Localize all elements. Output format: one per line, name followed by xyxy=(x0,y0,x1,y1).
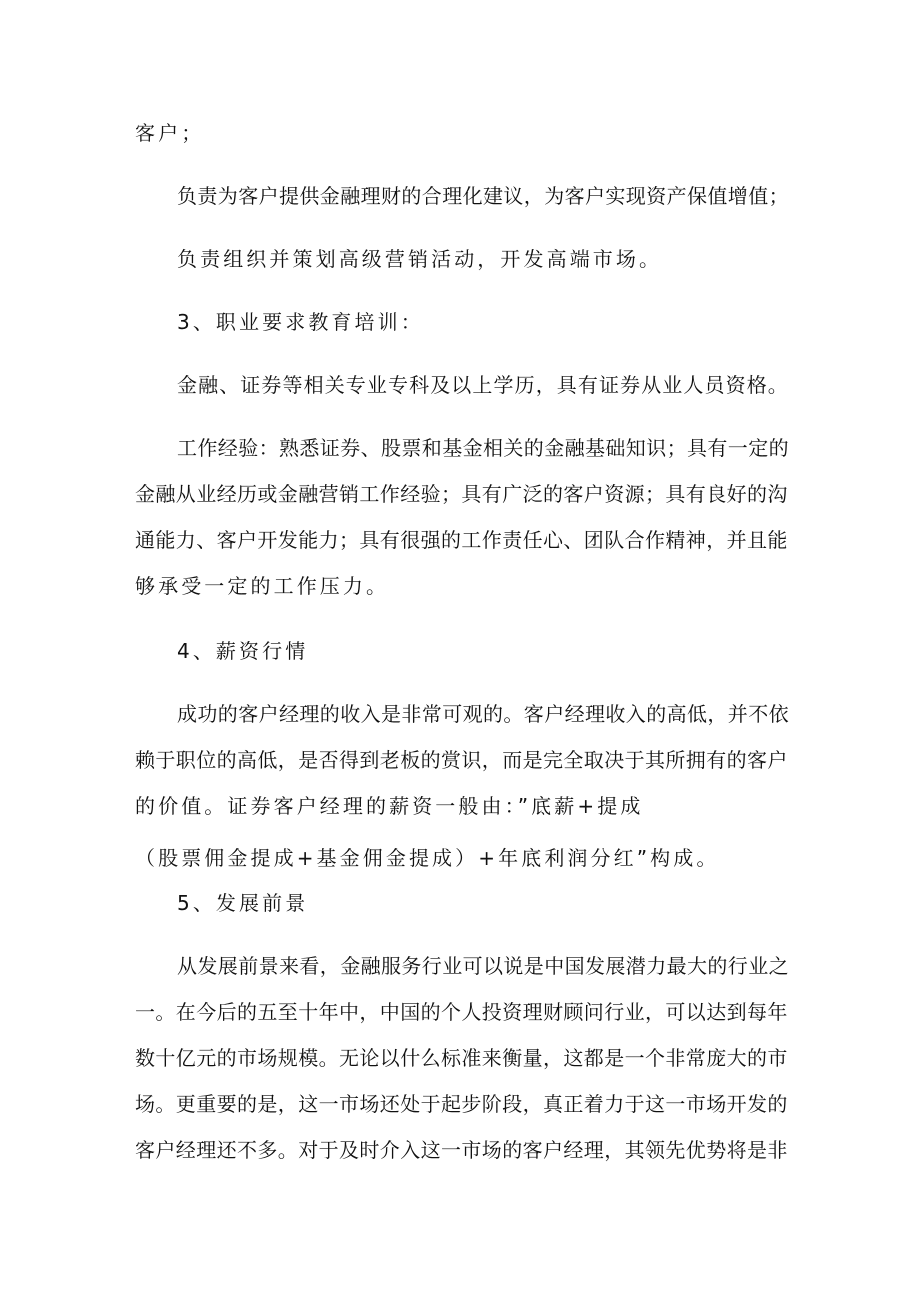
section-heading-salary: 4、薪资行情 xyxy=(177,639,309,663)
text-line-prospects-4: 场。更重要的是，这一市场还处于起步阶段，真正着力于这一市场开发的 xyxy=(135,1092,788,1116)
text-line-duty-marketing: 负责组织并策划高级营销活动，开发高端市场。 xyxy=(177,247,663,271)
text-line-education: 金融、证券等相关专业专科及以上学历，具有证券从业人员资格。 xyxy=(177,373,789,397)
section-heading-prospects: 5、发展前景 xyxy=(177,891,309,915)
text-line-experience-4: 够承受一定的工作压力。 xyxy=(135,574,390,598)
text-line-experience-2: 金融从业经历或金融营销工作经验；具有广泛的客户资源；具有良好的沟 xyxy=(135,482,788,506)
text-line-salary-1: 成功的客户经理的收入是非常可观的。客户经理收入的高低，并不依 xyxy=(177,702,789,726)
text-line-salary-3: 的价值。证券客户经理的薪资一般由：”底薪+提成 xyxy=(135,794,644,818)
text-line-experience-3: 通能力、客户开发能力；具有很强的工作责任心、团队合作精神，并且能 xyxy=(135,528,788,552)
text-line-salary-2: 赖于职位的高低，是否得到老板的赏识，而是完全取决于其所拥有的客户 xyxy=(135,748,788,772)
section-heading-education: 3、职业要求教育培训： xyxy=(177,310,424,334)
text-line-duty-advice: 负责为客户提供金融理财的合理化建议，为客户实现资产保值增值； xyxy=(177,184,789,208)
text-line-prospects-2: 一。在今后的五至十年中，中国的个人投资理财顾问行业，可以达到每年 xyxy=(135,1000,788,1024)
text-line-prospects-3: 数十亿元的市场规模。无论以什么标准来衡量，这都是一个非常庞大的市 xyxy=(135,1046,788,1070)
text-line-continuation: 客户； xyxy=(135,121,205,145)
text-line-prospects-5: 客户经理还不多。对于及时介入这一市场的客户经理，其领先优势将是非 xyxy=(135,1138,788,1162)
text-line-experience-1: 工作经验：熟悉证券、股票和基金相关的金融基础知识；具有一定的 xyxy=(177,436,789,460)
text-line-salary-4: （股票佣金提成+基金佣金提成）+年底利润分红”构成。 xyxy=(135,846,720,870)
text-line-prospects-1: 从发展前景来看，金融服务行业可以说是中国发展潜力最大的行业之 xyxy=(177,954,789,978)
